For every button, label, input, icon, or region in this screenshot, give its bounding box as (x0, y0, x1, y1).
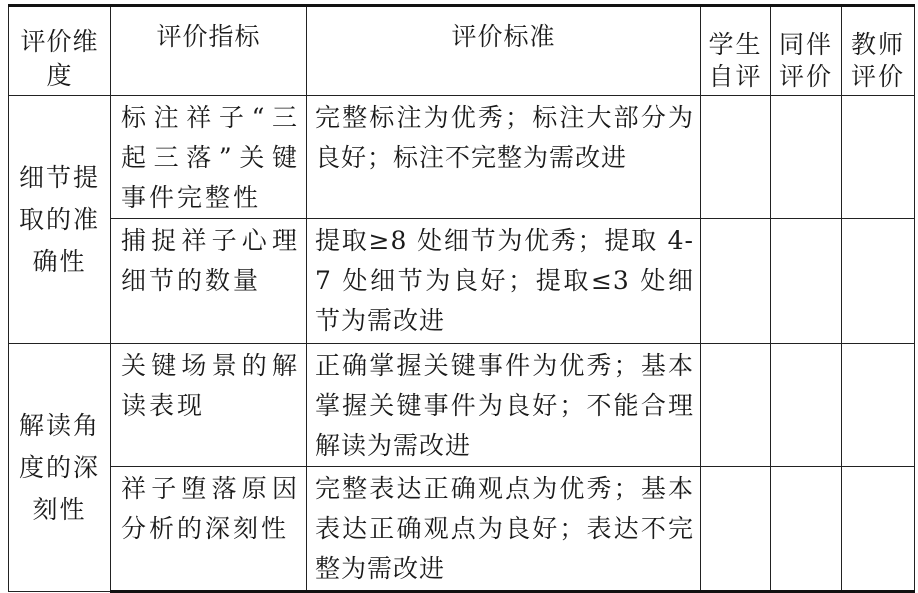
self-evaluation-cell[interactable] (701, 96, 771, 219)
table-row (9, 467, 915, 592)
peer-evaluation-cell[interactable] (771, 96, 842, 219)
self-evaluation-cell[interactable] (701, 344, 771, 467)
standard-cell: 完整表达正确观点为优秀；基本表达正确观点为良好；表达不完整为需改进 (307, 467, 701, 592)
peer-evaluation-cell[interactable] (771, 467, 842, 592)
table-row (9, 96, 915, 219)
indicator-cell: 捕捉祥子心理细节的数量 (111, 219, 307, 344)
self-evaluation-cell[interactable] (701, 219, 771, 344)
dimension-cell: 解读角度的深刻性 (9, 344, 111, 592)
indicator-cell: 祥子堕落原因分析的深刻性 (111, 467, 307, 592)
header-teacher-evaluation: 教师评价 (842, 6, 915, 96)
header-peer-evaluation: 同伴评价 (771, 6, 842, 96)
teacher-evaluation-cell[interactable] (842, 467, 915, 592)
header-dimension: 评价维度 (9, 6, 111, 96)
header-standard: 评价标准 (307, 6, 701, 96)
teacher-evaluation-cell[interactable] (842, 96, 915, 219)
teacher-evaluation-cell[interactable] (842, 344, 915, 467)
rubric-sheet (8, 4, 914, 582)
evaluation-rubric-table (8, 4, 915, 593)
standard-cell: 正确掌握关键事件为优秀；基本掌握关键事件为良好；不能合理解读为需改进 (307, 344, 701, 467)
teacher-evaluation-cell[interactable] (842, 219, 915, 344)
table-row (9, 219, 915, 344)
header-self-evaluation: 学生自评 (701, 6, 771, 96)
peer-evaluation-cell[interactable] (771, 219, 842, 344)
header-row (9, 6, 915, 96)
table-row (9, 344, 915, 467)
indicator-cell: 关键场景的解读表现 (111, 344, 307, 467)
dimension-cell: 细节提取的准确性 (9, 96, 111, 344)
header-indicator: 评价指标 (111, 6, 307, 96)
standard-cell: 完整标注为优秀；标注大部分为良好；标注不完整为需改进 (307, 96, 701, 219)
standard-cell: 提取≥8 处细节为优秀；提取 4-7 处细节为良好；提取≤3 处细节为需改进 (307, 219, 701, 344)
self-evaluation-cell[interactable] (701, 467, 771, 592)
indicator-cell: 标注祥子“三起三落”关键事件完整性 (111, 96, 307, 219)
peer-evaluation-cell[interactable] (771, 344, 842, 467)
